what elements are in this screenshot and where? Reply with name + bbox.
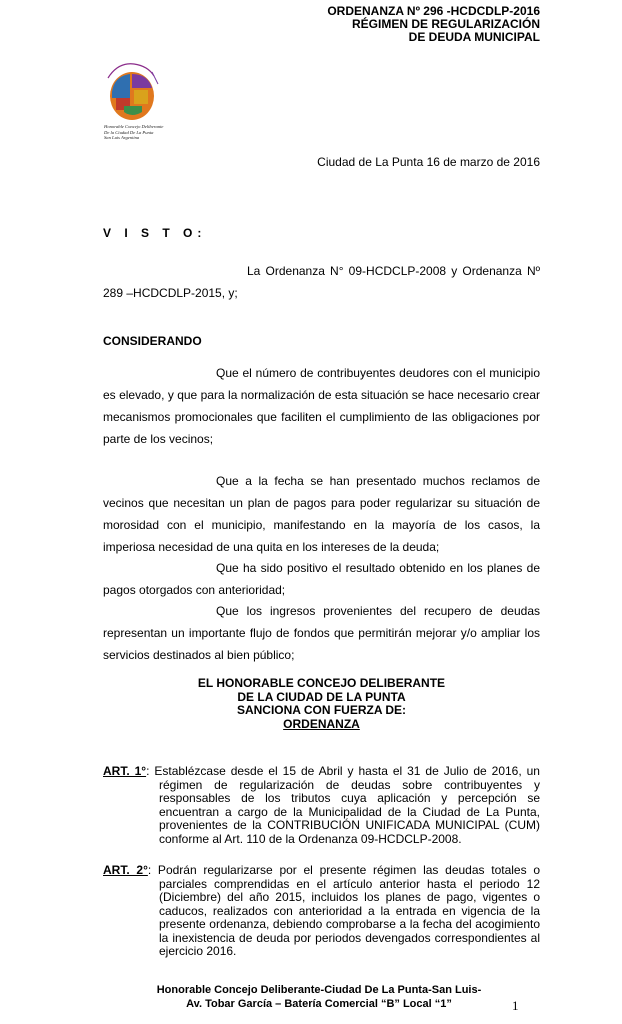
article-1	[103, 765, 540, 850]
ordinance-number: ORDENANZA Nº 296 -HCDCDLP-2016	[327, 4, 540, 18]
ordinance-subject-line2: DE DEUDA MUNICIPAL	[408, 30, 540, 44]
considerando-paragraph-2: Que a la fecha se han presentado muchos reclamos de vecinos que necesitan un plan de pagos para poder regularizar su situación de morosidad con el municipio, manifestando en la mayoría de los casos, la imperiosa necesidad de una quita en los intereses de la deuda;	[103, 474, 540, 554]
article-1-first-line: ART. 1°: Establézcase desde el 15 de Abril y hasta el 31 de Julio de 2016, un	[103, 764, 540, 778]
ordinance-subject-line1: RÉGIMEN DE REGULARIZACIÓN	[351, 17, 540, 31]
document-date: Ciudad de La Punta 16 de marzo de 2016	[317, 155, 540, 169]
page-number: 1	[512, 998, 519, 1013]
article-2-label: ART. 2°	[103, 863, 148, 877]
visto-heading: V I S T O:	[103, 226, 207, 240]
sanciona-block: EL HONORABLE CONCEJO DELIBERANTE DE LA CIUDAD DE LA PUNTA SANCIONA CON FUERZA DE: ORDENANZA	[103, 677, 540, 731]
article-2-first-line: ART. 2°: Podrán regularizarse por el presente régimen las deudas totales o	[103, 863, 540, 877]
visto-text: La Ordenanza N° 09-HCDCLP-2008 y Ordenanza Nº 289 –HCDCDLP-2015, y;	[103, 264, 540, 300]
considerando-heading: CONSIDERANDO	[103, 334, 202, 348]
ordenanza-heading: ORDENANZA	[283, 716, 360, 731]
considerando-paragraph-3: Que ha sido positivo el resultado obtenido en los planes de pagos otorgados con anterioridad;	[103, 561, 540, 597]
article-1-label: ART. 1°	[103, 764, 147, 778]
considerando-paragraph-1: Que el número de contribuyentes deudores con el municipio es elevado, y que para la normalización de esta situación se hace necesario crear mecanismos promocionales que faciliten el cumplimiento de las obligaciones por parte de los vecinos;	[103, 366, 540, 446]
institution-seal-icon	[104, 58, 160, 124]
article-2	[103, 864, 540, 974]
page-footer: Honorable Concejo Deliberante-Ciudad De La Punta-San Luis- Av. Tobar García – Batería Comercial “B” Local “1”	[156, 984, 482, 1010]
article-2-body: parciales comprendidas en el artículo anterior hasta el periodo 12 (Diciembre) del año 2015, incluidos los planes de pago, vigentes o caducos, realizados con anterioridad a la entrada en vigencia de la presente ordenanza, debiendo comprobarse a la fecha del acogimiento la inexistencia de deuda por periodos devengados correspondientes al ejercicio 2016.	[159, 876, 540, 958]
article-1-body: régimen de regularización de deudas sobre contribuyentes y responsables de los tributos cuya aplicación y percepción se encuentran a cargo de la Municipalidad de la Ciudad de La Punta, provenientes de la CONTRIBUCIÓN UNIFICADA MUNICIPAL (CUM) conforme al Art. 110 de la Ordenanza 09-HCDCLP-2008.	[159, 777, 540, 846]
seal-caption: Honorable Concejo Deliberante De la Ciudad De La Punta San Luis Argentina	[104, 124, 164, 141]
considerando-paragraph-4: Que los ingresos provenientes del recupero de deudas representan un importante flujo de fondos que permitirán mejorar y/o ampliar los servicios destinados al bien público;	[103, 604, 540, 662]
